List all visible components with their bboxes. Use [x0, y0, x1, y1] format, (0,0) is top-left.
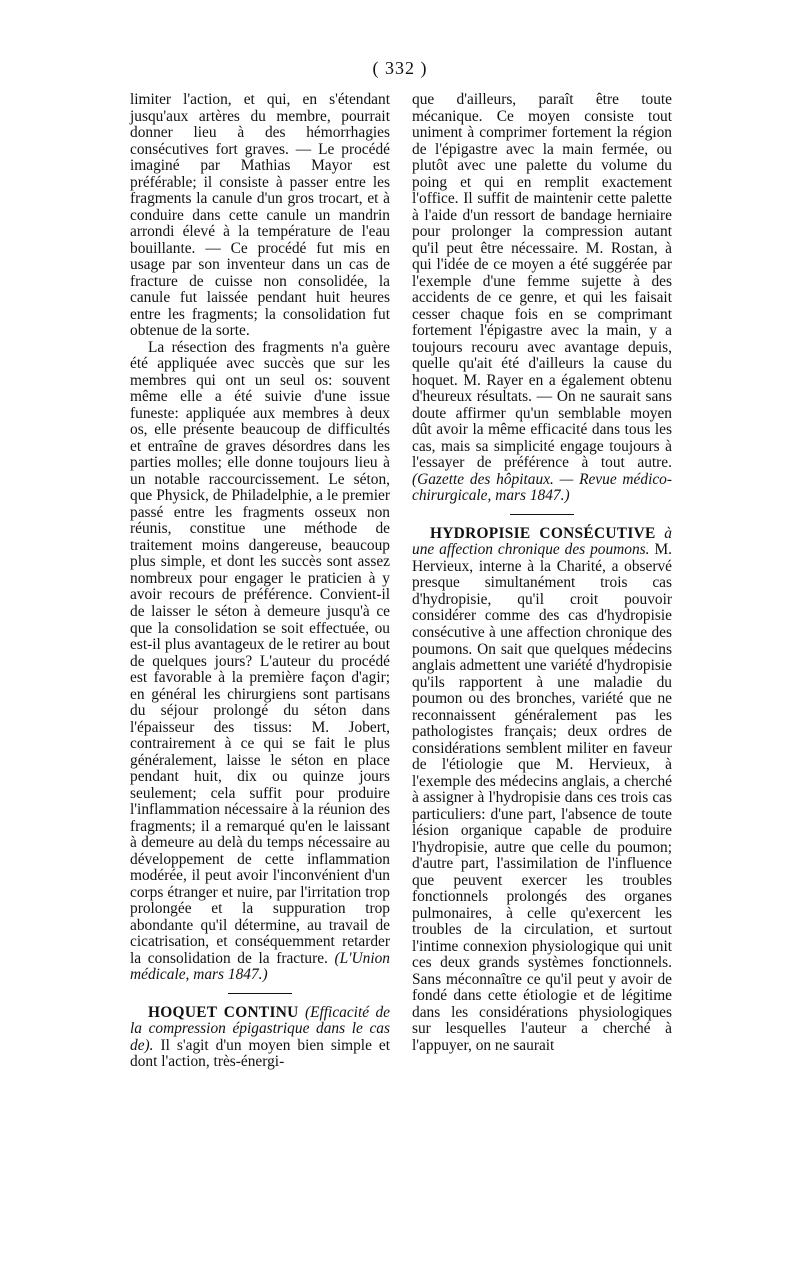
right-paragraph-1 [412, 92, 672, 505]
left-paragraph-2-source: (L'Union médicale, mars 1847.) [130, 949, 390, 984]
page-number: ( 332 ) [372, 58, 428, 78]
section-divider [510, 514, 574, 515]
left-paragraph-2 [130, 340, 390, 984]
right-paragraph-1-text: que d'ailleurs, paraît être toute mécanique. Ce moyen consiste tout uniment à comprimer fortement la région de l'épigastre avec la main fermée, ou plutôt avec une palette du volume du poing et qui en remplit exactement l'office. Il suffit de maintenir cette palette à l'aide d'un ressort de bandage herniaire pour prolonger la compression autant qu'il peut être nécessaire. M. Rostan, à qui l'idée de ce moyen a été suggérée par l'exemple d'une femme sujette à des accidents de ce genre, et qui les faisait cesser chaque fois en se comprimant fortement l'épigastre avec la main, y a toujours recouru avec avantage depuis, quelle qu'ait été d'ailleurs la cause du hoquet. M. Rayer en a également obtenu d'heureux résultats. — On ne saurait sans doute affirmer qu'un semblable moyen dût avoir la même efficacité dans tous les cas, mais sa simplicité engage toujours à l'essayer de préférence à tout autre. [412, 91, 672, 472]
left-paragraph-2-text: La résection des fragments n'a guère été appliquée avec succès que sur les membres qui ont un seul os: souvent même elle a été suivie d'une issue funeste: appliquée aux membres à deux os, elle présente beaucoup de difficultés et entraîne de graves désordres dans les parties molles; elle donne toujours lieu à un notable raccourcissement. Le séton, que Physick, de Philadelphie, a le premier passé entre les fragments osseux non réunis, constitue une méthode de traitement moins dangereuse, beaucoup plus simple, et dont les succès sont assez nombreux pour engager le praticien à y avoir recours de préférence. Convient-il de laisser le séton à demeure jusqu'à ce que la consolidation se soit effectuée, ou est-il plus avantageux de le retirer au bout de quelques jours? L'auteur du procédé est favorable à la première façon d'agir; en général les chirurgiens sont partisans du séjour prolongé du séton dans l'épaisseur des tissus: M. Jobert, contrairement à ce qui se fait le plus généralement, laisse le séton en place pendant huit, dix ou quinze jours seulement; cela suffit pour produire l'inflammation nécessaire à la réunion des fragments; il a remarqué qu'en le laissant à demeure au delà du temps nécessaire au développement de cette inflammation modérée, il peut avoir l'inconvénient d'un corps étranger et nuire, par l'irritation trop prolongée et la suppuration trop abondante qu'il détermine, au travail de cicatrisation, et conséquemment retarder la consolidation de la fracture. [130, 338, 390, 967]
section-title-hoquet: HOQUET CONTINU [148, 1003, 299, 1021]
hoquet-text: Il s'agit d'un moyen bien simple et dont l'action, très-énergi- [130, 1036, 390, 1071]
hydropisie-text: M. Hervieux, interne à la Charité, a observé presque simultanément trois cas d'hydropisie, qu'il croit pouvoir considérer comme des cas d'hydropisie consécutive à une affection chronique des poumons. On sait que quelques médecins anglais admettent une variété d'hydropisie qu'ils rapportent à une maladie du poumon ou des bronches, variété que ne reconnaissent généralement pas les pathologistes français; deux ordres de considérations semblent militer en faveur de l'étiologie que M. Hervieux, à l'exemple des médecins anglais, a cherché à assigner à l'hydropisie dans ces trois cas particuliers: d'une part, l'absence de toute lésion organique capable de produire l'hydropisie, autre que celle du poumon; d'autre part, l'assimilation de l'influence que peuvent exercer les troubles fonctionnels prolongés des organes pulmonaires, à celle qu'exercent les troubles de la circulation, et surtout l'intime connexion physiologique qui unit ces deux grands systèmes fonctionnels. Sans méconnaître ce qu'il peut y avoir de fondé dans cette étiologie et de légitime dans les considérations physiologiques sur lesquelles l'auteur a cherché à l'appuyer, on ne saurait [412, 541, 672, 1054]
section-subtitle-hoquet: (Efficacité de la compression épigastrique dans le cas de). [130, 1003, 390, 1054]
section-divider [228, 993, 292, 994]
right-paragraph-1-source: (Gazette des hôpitaux. — Revue médico-chirurgicale, mars 1847.) [412, 470, 672, 505]
section-subtitle-hydropisie: à une affection chronique des poumons. [412, 524, 672, 559]
hoquet-section [130, 1005, 390, 1071]
right-column [412, 92, 672, 1054]
section-title-hydropisie: HYDROPISIE CONSÉCUTIVE [430, 524, 656, 542]
hydropisie-section [412, 526, 672, 1055]
left-paragraph-1: limiter l'action, et qui, en s'étendant jusqu'aux artères du membre, pourrait donner lieu à des hémorrhagies consécutives fort graves. — Le procédé imaginé par Mathias Mayor est préférable; il consiste à passer entre les fragments la canule d'un gros trocart, et à conduire dans cette canule un mandrin arrondi élevé à la température de l'eau bouillante. — Ce procédé fut mis en usage par son inventeur dans un cas de fracture de cuisse non consolidée, la canule fut laissée pendant huit heures entre les fragments; la consolidation fut obtenue de la sorte. [130, 91, 390, 340]
left-column [130, 92, 390, 1071]
